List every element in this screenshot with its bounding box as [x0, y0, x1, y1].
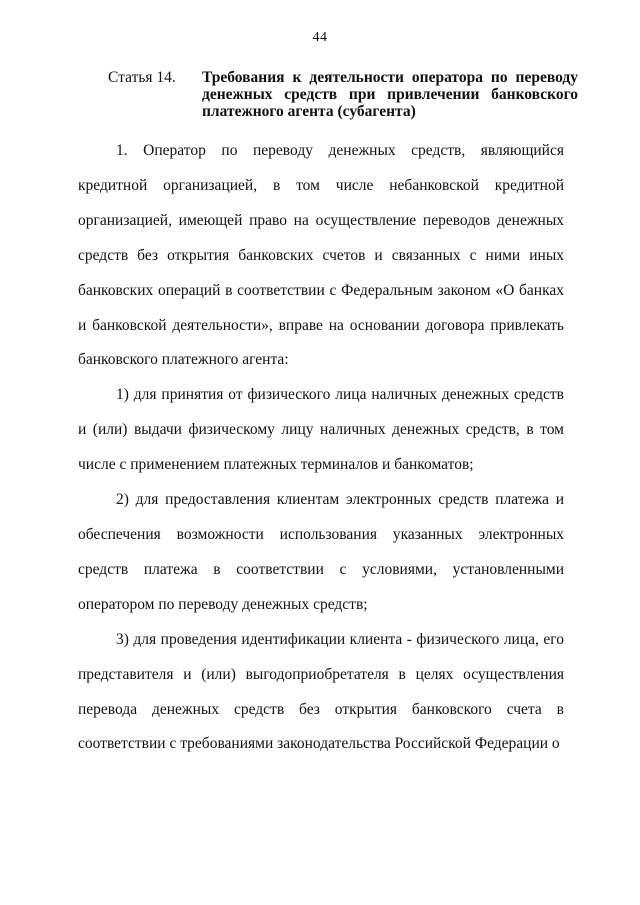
paragraph-1: 1. Оператор по переводу денежных средств, являющийся кредитной организацией, в том числе небанковской кредитной организацией, имеющей право на осуществление переводов денежных средств без открытия банковских счетов и связанных с ними иных банковских операций в соответствии с Федеральным законом «О банках и банковской деятельности», вправе на основании договора привлекать банковского платежного агента:	[78, 142, 564, 369]
page-number: 44	[312, 30, 328, 45]
paragraph-item-3: 3) для проведения идентификации клиента - физического лица, его представителя и (или) выгодоприобретателя в целях осуществления перевода денежных средств без открытия банковского счета в соответствии с требованиями законодательства Российской Федерации о	[78, 630, 564, 753]
article-heading	[108, 69, 578, 120]
paragraph-item-1: 1) для принятия от физического лица наличных денежных средств и (или) выдачи физическому лицу наличных денежных средств, в том числе с применением платежных терминалов и банкоматов;	[78, 386, 564, 474]
article-body	[78, 134, 564, 762]
article-label: Статья 14.	[108, 69, 176, 86]
article-title: Требования к деятельности оператора по переводу денежных средств при привлечении банковского платежного агента (субагента)	[202, 69, 578, 120]
paragraph-item-2: 2) для предоставления клиентам электронных средств платежа и обеспечения возможности использования указанных электронных средств платежа в соответствии с условиями, установленными оператором по переводу денежных средств;	[78, 491, 564, 613]
